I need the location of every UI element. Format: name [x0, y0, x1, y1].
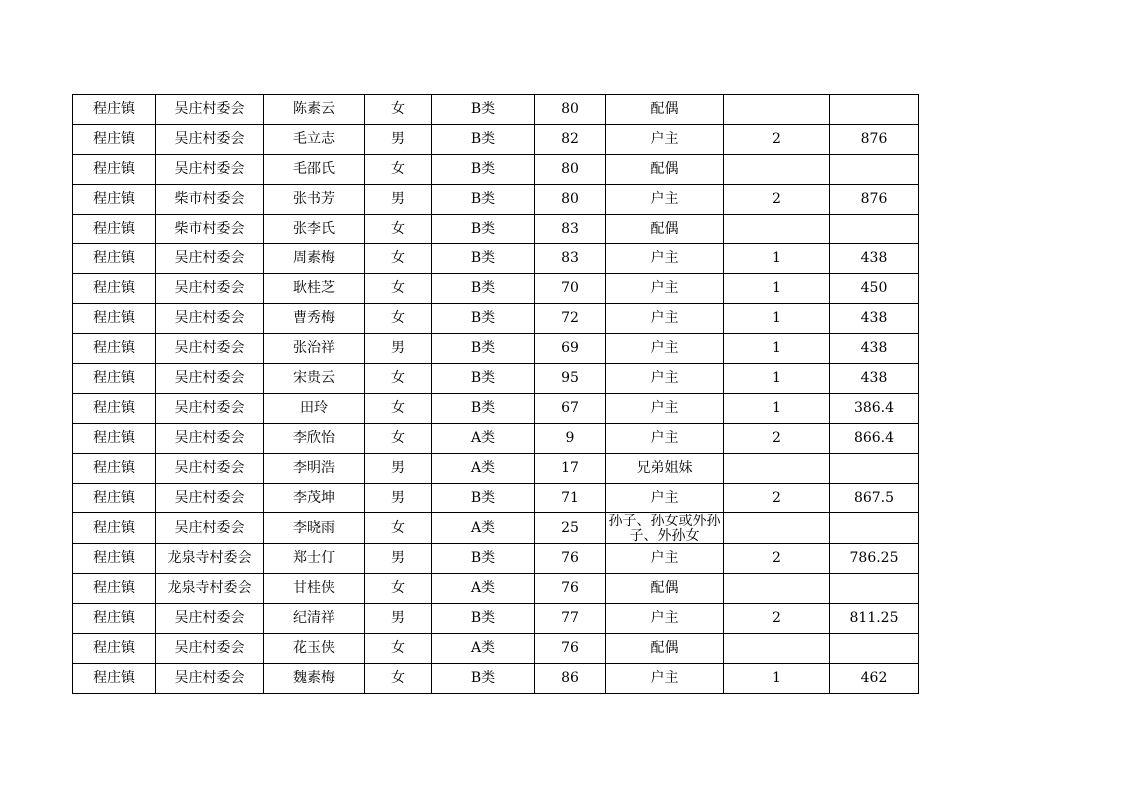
table-row: [73, 604, 919, 634]
amount-cell: 462: [830, 663, 919, 693]
gender-cell: 女: [365, 214, 432, 244]
village-committee-cell: 吴庄村委会: [156, 244, 264, 274]
category-cell: B类: [432, 334, 535, 364]
name-cell: 李明浩: [264, 453, 365, 483]
gender-cell: 女: [365, 574, 432, 604]
relationship-cell: 户主: [606, 124, 724, 154]
household-size-cell: [724, 154, 830, 184]
village-committee-cell: 吴庄村委会: [156, 483, 264, 513]
amount-cell: 450: [830, 274, 919, 304]
village-committee-cell: 吴庄村委会: [156, 453, 264, 483]
table-row: [73, 483, 919, 513]
amount-cell: 438: [830, 244, 919, 274]
age-cell: 80: [535, 95, 606, 125]
age-cell: 83: [535, 214, 606, 244]
relationship-cell: [606, 513, 724, 544]
village-committee-cell: 龙泉寺村委会: [156, 574, 264, 604]
category-cell: A类: [432, 423, 535, 453]
age-cell: 86: [535, 663, 606, 693]
category-cell: B类: [432, 184, 535, 214]
name-cell: 毛立志: [264, 124, 365, 154]
name-cell: 李茂坤: [264, 483, 365, 513]
category-cell: B类: [432, 154, 535, 184]
household-size-cell: 1: [724, 663, 830, 693]
town-cell: 程庄镇: [73, 304, 156, 334]
town-cell: 程庄镇: [73, 604, 156, 634]
name-cell: 纪清祥: [264, 604, 365, 634]
village-committee-cell: 吴庄村委会: [156, 95, 264, 125]
age-cell: 76: [535, 634, 606, 664]
amount-cell: [830, 513, 919, 544]
table-row: [73, 634, 919, 664]
age-cell: 80: [535, 184, 606, 214]
relationship-cell: 配偶: [606, 154, 724, 184]
category-cell: B类: [432, 244, 535, 274]
town-cell: 程庄镇: [73, 423, 156, 453]
household-size-cell: 1: [724, 304, 830, 334]
relationship-cell: 户主: [606, 334, 724, 364]
town-cell: 程庄镇: [73, 453, 156, 483]
name-cell: 花玉侠: [264, 634, 365, 664]
amount-cell: [830, 95, 919, 125]
town-cell: 程庄镇: [73, 124, 156, 154]
town-cell: 程庄镇: [73, 483, 156, 513]
name-cell: 张治祥: [264, 334, 365, 364]
relationship-cell: 户主: [606, 663, 724, 693]
gender-cell: 女: [365, 393, 432, 423]
relationship-cell: 户主: [606, 483, 724, 513]
category-cell: B类: [432, 274, 535, 304]
category-cell: B类: [432, 95, 535, 125]
town-cell: 程庄镇: [73, 663, 156, 693]
household-size-cell: 2: [724, 544, 830, 574]
table-row: [73, 423, 919, 453]
gender-cell: 女: [365, 423, 432, 453]
household-size-cell: 1: [724, 244, 830, 274]
household-size-cell: 2: [724, 184, 830, 214]
age-cell: 76: [535, 574, 606, 604]
amount-cell: 876: [830, 124, 919, 154]
household-size-cell: [724, 95, 830, 125]
name-cell: 李欣怡: [264, 423, 365, 453]
town-cell: 程庄镇: [73, 393, 156, 423]
name-cell: 周素梅: [264, 244, 365, 274]
name-cell: 李晓雨: [264, 513, 365, 544]
gender-cell: 女: [365, 663, 432, 693]
village-committee-cell: 吴庄村委会: [156, 124, 264, 154]
amount-cell: 867.5: [830, 483, 919, 513]
town-cell: 程庄镇: [73, 184, 156, 214]
town-cell: 程庄镇: [73, 244, 156, 274]
amount-cell: 876: [830, 184, 919, 214]
table-row: [73, 364, 919, 394]
table-row: [73, 124, 919, 154]
age-cell: 83: [535, 244, 606, 274]
table-row: [73, 544, 919, 574]
amount-cell: [830, 154, 919, 184]
gender-cell: 女: [365, 364, 432, 394]
household-size-cell: 1: [724, 364, 830, 394]
village-committee-cell: 吴庄村委会: [156, 334, 264, 364]
village-committee-cell: 龙泉寺村委会: [156, 544, 264, 574]
table-row: [73, 453, 919, 483]
table-row: [73, 154, 919, 184]
gender-cell: 女: [365, 274, 432, 304]
amount-cell: 438: [830, 364, 919, 394]
gender-cell: 男: [365, 124, 432, 154]
gender-cell: 女: [365, 244, 432, 274]
name-cell: 田玲: [264, 393, 365, 423]
village-committee-cell: 吴庄村委会: [156, 423, 264, 453]
gender-cell: 男: [365, 184, 432, 214]
relationship-cell: 配偶: [606, 574, 724, 604]
category-cell: B类: [432, 483, 535, 513]
relationship-cell: 配偶: [606, 95, 724, 125]
relationship-cell: 兄弟姐妹: [606, 453, 724, 483]
category-cell: B类: [432, 544, 535, 574]
beneficiary-table: [72, 94, 919, 694]
amount-cell: 786.25: [830, 544, 919, 574]
age-cell: 76: [535, 544, 606, 574]
relationship-cell: 户主: [606, 544, 724, 574]
gender-cell: 女: [365, 304, 432, 334]
gender-cell: 女: [365, 634, 432, 664]
household-size-cell: [724, 574, 830, 604]
name-cell: 郑士仃: [264, 544, 365, 574]
amount-cell: 811.25: [830, 604, 919, 634]
category-cell: A类: [432, 574, 535, 604]
household-size-cell: [724, 634, 830, 664]
town-cell: 程庄镇: [73, 364, 156, 394]
age-cell: 17: [535, 453, 606, 483]
name-cell: 张李氏: [264, 214, 365, 244]
name-cell: 张书芳: [264, 184, 365, 214]
table-body: [73, 95, 919, 694]
amount-cell: [830, 453, 919, 483]
relationship-cell: 户主: [606, 184, 724, 214]
category-cell: B类: [432, 364, 535, 394]
village-committee-cell: 柴市村委会: [156, 214, 264, 244]
town-cell: 程庄镇: [73, 274, 156, 304]
village-committee-cell: 吴庄村委会: [156, 663, 264, 693]
age-cell: 72: [535, 304, 606, 334]
amount-cell: [830, 634, 919, 664]
household-size-cell: 1: [724, 274, 830, 304]
relationship-cell: 户主: [606, 423, 724, 453]
household-size-cell: 1: [724, 334, 830, 364]
name-cell: 耿桂芝: [264, 274, 365, 304]
household-size-cell: [724, 214, 830, 244]
amount-cell: [830, 574, 919, 604]
relationship-cell: 户主: [606, 304, 724, 334]
amount-cell: 866.4: [830, 423, 919, 453]
household-size-cell: 2: [724, 604, 830, 634]
gender-cell: 男: [365, 483, 432, 513]
name-cell: 陈素云: [264, 95, 365, 125]
table-row: [73, 334, 919, 364]
name-cell: 宋贵云: [264, 364, 365, 394]
town-cell: 程庄镇: [73, 154, 156, 184]
age-cell: 69: [535, 334, 606, 364]
gender-cell: 男: [365, 453, 432, 483]
age-cell: 71: [535, 483, 606, 513]
gender-cell: 男: [365, 334, 432, 364]
name-cell: 魏素梅: [264, 663, 365, 693]
village-committee-cell: 吴庄村委会: [156, 304, 264, 334]
household-size-cell: 2: [724, 483, 830, 513]
village-committee-cell: 吴庄村委会: [156, 634, 264, 664]
town-cell: 程庄镇: [73, 513, 156, 544]
town-cell: 程庄镇: [73, 214, 156, 244]
category-cell: B类: [432, 663, 535, 693]
name-cell: 毛邵氏: [264, 154, 365, 184]
age-cell: 82: [535, 124, 606, 154]
village-committee-cell: 吴庄村委会: [156, 513, 264, 544]
town-cell: 程庄镇: [73, 634, 156, 664]
age-cell: 70: [535, 274, 606, 304]
age-cell: 77: [535, 604, 606, 634]
table-row: [73, 304, 919, 334]
relationship-cell: 配偶: [606, 634, 724, 664]
table-row: [73, 274, 919, 304]
category-cell: B类: [432, 304, 535, 334]
village-committee-cell: 吴庄村委会: [156, 274, 264, 304]
category-cell: B类: [432, 124, 535, 154]
gender-cell: 女: [365, 513, 432, 544]
amount-cell: 386.4: [830, 393, 919, 423]
table-row: [73, 393, 919, 423]
town-cell: 程庄镇: [73, 334, 156, 364]
gender-cell: 女: [365, 154, 432, 184]
amount-cell: 438: [830, 334, 919, 364]
table-row: [73, 95, 919, 125]
relationship-text: 孙子、孙女或外孙子、外孙女: [608, 514, 721, 543]
age-cell: 80: [535, 154, 606, 184]
category-cell: A类: [432, 453, 535, 483]
relationship-cell: 户主: [606, 604, 724, 634]
village-committee-cell: 吴庄村委会: [156, 393, 264, 423]
table-row: [73, 184, 919, 214]
town-cell: 程庄镇: [73, 574, 156, 604]
gender-cell: 男: [365, 604, 432, 634]
household-size-cell: 2: [724, 124, 830, 154]
relationship-cell: 户主: [606, 274, 724, 304]
age-cell: 67: [535, 393, 606, 423]
village-committee-cell: 吴庄村委会: [156, 604, 264, 634]
category-cell: B类: [432, 214, 535, 244]
household-size-cell: [724, 513, 830, 544]
town-cell: 程庄镇: [73, 544, 156, 574]
category-cell: A类: [432, 634, 535, 664]
amount-cell: 438: [830, 304, 919, 334]
amount-cell: [830, 214, 919, 244]
household-size-cell: 1: [724, 393, 830, 423]
table-row: [73, 244, 919, 274]
village-committee-cell: 吴庄村委会: [156, 154, 264, 184]
table-row: [73, 574, 919, 604]
relationship-cell: 户主: [606, 364, 724, 394]
age-cell: 95: [535, 364, 606, 394]
category-cell: A类: [432, 513, 535, 544]
name-cell: 曹秀梅: [264, 304, 365, 334]
village-committee-cell: 吴庄村委会: [156, 364, 264, 394]
household-size-cell: [724, 453, 830, 483]
town-cell: 程庄镇: [73, 95, 156, 125]
gender-cell: 男: [365, 544, 432, 574]
household-size-cell: 2: [724, 423, 830, 453]
relationship-cell: 户主: [606, 244, 724, 274]
name-cell: 甘桂侠: [264, 574, 365, 604]
table-row: [73, 663, 919, 693]
age-cell: 25: [535, 513, 606, 544]
relationship-cell: 户主: [606, 393, 724, 423]
table-row: [73, 513, 919, 544]
category-cell: B类: [432, 604, 535, 634]
table-row: [73, 214, 919, 244]
relationship-cell: 配偶: [606, 214, 724, 244]
age-cell: 9: [535, 423, 606, 453]
category-cell: B类: [432, 393, 535, 423]
village-committee-cell: 柴市村委会: [156, 184, 264, 214]
gender-cell: 女: [365, 95, 432, 125]
